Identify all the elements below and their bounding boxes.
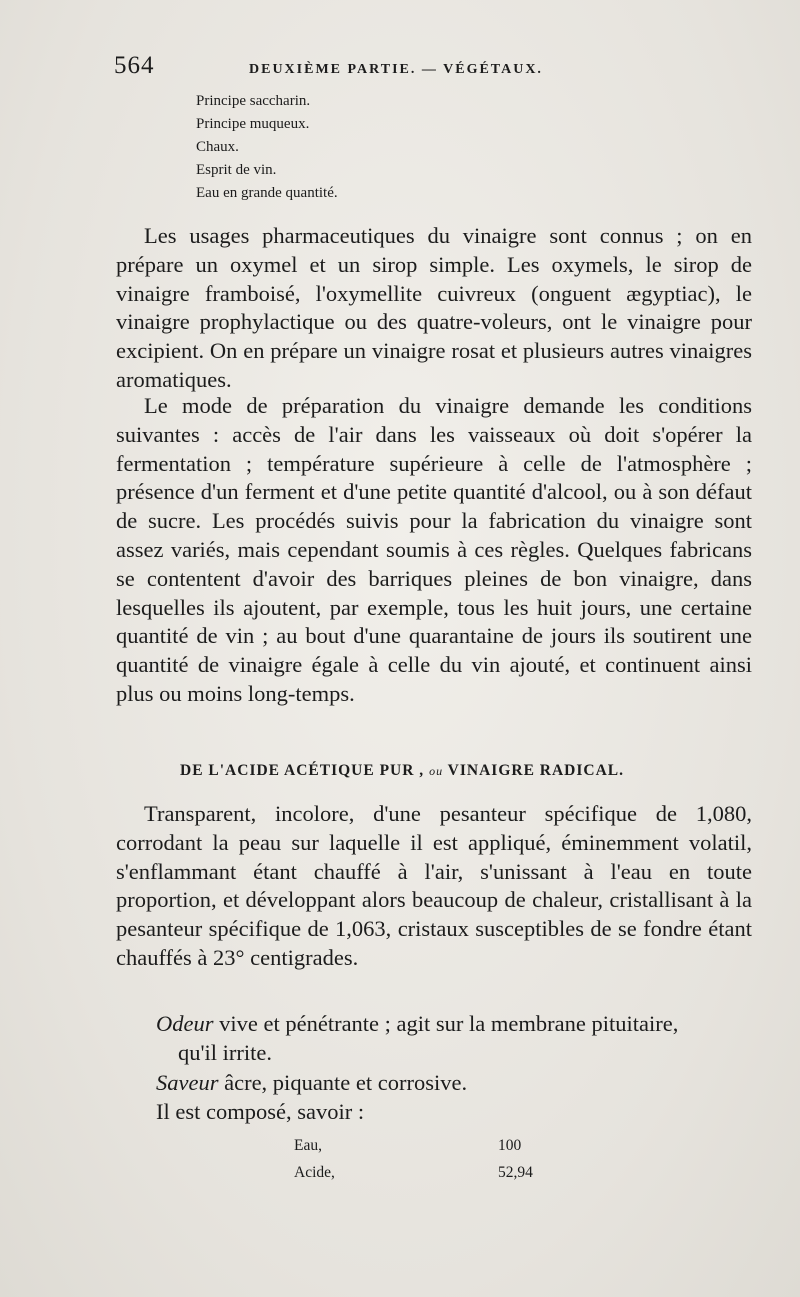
page-header bbox=[114, 52, 754, 86]
list-item: Esprit de vin. bbox=[196, 162, 277, 178]
component-name: Eau, bbox=[294, 1137, 322, 1154]
running-head: DEUXIÈME PARTIE. — VÉGÉTAUX. bbox=[249, 62, 543, 77]
paragraph-properties: Transparent, incolore, d'une pesanteur spécifique de 1,080, corrodant la peau sur laquelle il est appliqué, éminemment volatil, s'enflammant étant chauffé à l'air, s'unissant à l'eau en toute proportion, et développant alors beaucoup de chaleur, cristallisant à la pesanteur spécifique de 1,063, cristaux susceptibles de se fondre étant chauffés à 23° centigrades. bbox=[116, 801, 752, 970]
section-heading-main: DE L'ACIDE ACÉTIQUE PUR , bbox=[180, 762, 425, 779]
component-value: 52,94 bbox=[498, 1164, 533, 1181]
page-number: 564 bbox=[114, 52, 155, 79]
table-row bbox=[294, 1159, 594, 1186]
odeur-text-continued: qu'il irrite. bbox=[178, 1039, 273, 1065]
component-value: 100 bbox=[498, 1137, 522, 1154]
list-item: Principe muqueux. bbox=[196, 116, 310, 132]
paragraph-preparation: Le mode de préparation du vinaigre demande les conditions suivantes : accès de l'air dans les vaisseaux où doit s'opérer la fermentation ; température supérieure à celle de l'atmosphère ; présence d'un ferment et d'une petite quantité d'alcool, ou à son défaut de sucre. Les procédés suivis pour la fabrication du vinaigre sont assez variés, mais cependant soumis à ces règles. Quelques fabricans se contentent d'avoir des barriques pleines de bon vinaigre, dans lesquelles ils ajoutent, par exemple, tous les huit jours, une certaine quantité de vin ; au bout d'une quarantaine de jours ils soutirent une quantité de vinaigre égale à celle du vin ajouté, et continuent ainsi plus ou moins long-temps. bbox=[116, 393, 752, 706]
saveur-text: âcre, piquante et corrosive. bbox=[224, 1070, 468, 1095]
table-row bbox=[294, 1132, 594, 1159]
section-heading bbox=[180, 762, 624, 780]
list-item: Principe saccharin. bbox=[196, 93, 311, 109]
odeur-entry bbox=[156, 1010, 756, 1068]
composition-list bbox=[196, 90, 338, 205]
paragraph-usages: Les usages pharmaceutiques du vinaigre sont connus ; on en prépare un oxymel et un sirop simple. Les oxymels, le sirop de vinaigre framboisé, l'oxymellite cuivreux (onguent ægyptiac), le vinaigre prophylactique ou des quatre-voleurs, ont le vinaigre pour excipient. On en prépare un vinaigre rosat et plusieurs autres vinaigres aromatiques. bbox=[116, 223, 752, 392]
saveur-entry bbox=[156, 1069, 756, 1098]
saveur-term: Saveur bbox=[156, 1070, 219, 1095]
component-name: Acide, bbox=[294, 1164, 335, 1181]
list-item: Eau en grande quantité. bbox=[196, 185, 338, 201]
composition-intro: Il est composé, savoir : bbox=[156, 1099, 365, 1124]
odeur-text: vive et pénétrante ; agit sur la membrane pituitaire, bbox=[219, 1011, 679, 1036]
odeur-term: Odeur bbox=[156, 1011, 214, 1036]
section-heading-ou: ou bbox=[429, 764, 444, 778]
list-item: Chaux. bbox=[196, 139, 239, 155]
composition-table bbox=[294, 1132, 594, 1186]
section-heading-alt: VINAIGRE RADICAL. bbox=[447, 762, 624, 779]
